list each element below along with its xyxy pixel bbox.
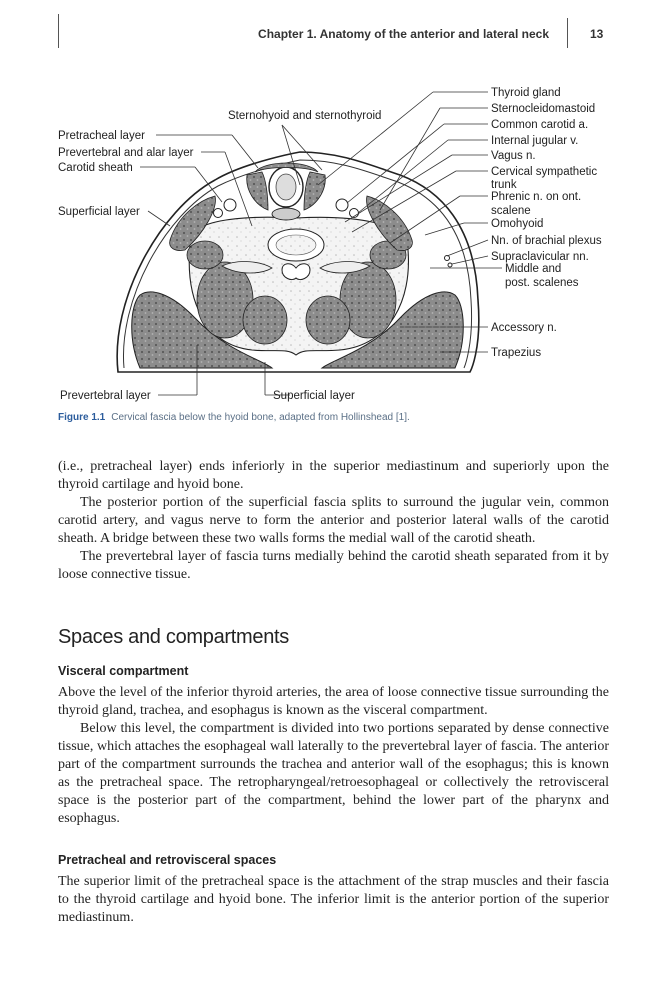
scalene-left bbox=[187, 241, 223, 269]
paragraph-1: (i.e., pretracheal layer) ends inferiorly in the superior mediastinum and superiorly upon the thyroid cartilage and hyoid bone. bbox=[58, 459, 609, 492]
paragraph-4: Above the level of the inferior thyroid arteries, the area of loose connective tissue surrounding the thyroid gland, trachea, and esophagus is known as the visceral compartment. bbox=[58, 685, 609, 718]
label-phrenic-1: Phrenic n. on ont. bbox=[491, 191, 582, 203]
label-phrenic-2: scalene bbox=[491, 205, 531, 217]
subheading-pretracheal: Pretracheal and retrovisceral spaces bbox=[58, 853, 277, 867]
label-omohyoid: Omohyoid bbox=[491, 218, 544, 230]
page-number: 13 bbox=[590, 27, 604, 41]
label-carotid-sheath: Carotid sheath bbox=[58, 162, 133, 174]
carotid-artery-left bbox=[224, 199, 236, 211]
supraclavicular-nerve bbox=[448, 263, 452, 267]
running-header-title: Chapter 1. Anatomy of the anterior and lateral neck bbox=[258, 27, 549, 41]
vertebral-body-inner bbox=[276, 235, 316, 255]
label-thyroid: Thyroid gland bbox=[491, 87, 561, 99]
jugular-vein-left bbox=[214, 209, 223, 218]
paragraph-2: The posterior portion of the superficial fascia splits to surround the jugular vein, common carotid artery, and vagus nerve to form the anterior and posterior lateral walls of the carotid sheath. A bridge between these two walls forms the medial wall of the carotid sheath. bbox=[58, 495, 609, 546]
label-superficial-bottom: Superficial layer bbox=[273, 390, 355, 402]
label-scm: Sternocleidomastoid bbox=[491, 103, 596, 115]
label-sternohyoid: Sternohyoid and sternothyroid bbox=[228, 110, 382, 122]
label-prevertebral-bottom: Prevertebral layer bbox=[60, 390, 151, 402]
section-heading: Spaces and compartments bbox=[58, 626, 290, 648]
label-supraclavicular: Supraclavicular nn. bbox=[491, 251, 589, 263]
label-brachial: Nn. of brachial plexus bbox=[491, 235, 602, 247]
cervical-fascia-diagram bbox=[0, 80, 666, 405]
label-vagus: Vagus n. bbox=[491, 150, 536, 162]
trachea-lumen bbox=[276, 174, 296, 200]
header-left-rule bbox=[58, 14, 59, 48]
brachial-plexus-nerve bbox=[445, 256, 450, 261]
label-accessory: Accessory n. bbox=[491, 322, 557, 334]
paragraph-5: Below this level, the compartment is divided into two portions separated by dense connective tissue, which attaches the esophageal wall laterally to the prevertebral layer of fascia. The anterior part of the compartment surrounds the trachea and anterior wall of the esophagus; this is known as the pretracheal space. The retropharyngeal/retroesophageal or collectively the retrovisceral space is the posterior part of the compartment, behind the lower part of the pharynx and esophagus. bbox=[58, 721, 609, 826]
paragraph-3: The prevertebral layer of fascia turns medially behind the carotid sheath separated from it by loose connective tissue. bbox=[58, 549, 609, 582]
label-cervical-symp-1: Cervical sympathetic bbox=[491, 166, 598, 178]
label-common-carotid: Common carotid a. bbox=[491, 119, 589, 131]
figure-caption-text: Cervical fascia below the hyoid bone, adapted from Hollinshead [1]. bbox=[111, 412, 410, 423]
label-scalenes-2: post. scalenes bbox=[505, 277, 579, 289]
label-scalenes-1: Middle and bbox=[505, 263, 562, 275]
label-superficial-left: Superficial layer bbox=[58, 206, 140, 218]
body-text-top bbox=[58, 458, 609, 584]
deep-muscle-r2 bbox=[306, 296, 350, 344]
label-trapezius: Trapezius bbox=[491, 347, 542, 359]
carotid-artery-right bbox=[336, 199, 348, 211]
label-cervical-symp-2: trunk bbox=[491, 179, 517, 191]
body-text-pretracheal bbox=[58, 873, 609, 927]
figure-caption-label: Figure 1.1 bbox=[58, 412, 106, 423]
subheading-visceral: Visceral compartment bbox=[58, 664, 189, 678]
label-pretracheal: Pretracheal layer bbox=[58, 130, 145, 142]
paragraph-6: The superior limit of the pretracheal space is the attachment of the strap muscles and their fascia to the thyroid cartilage and hyoid bone. The inferior limit is the anterior portion of the superior mediastinum. bbox=[58, 874, 609, 925]
esophagus bbox=[272, 208, 300, 220]
label-prevertebral-alar: Prevertebral and alar layer bbox=[58, 147, 194, 159]
deep-muscle-l2 bbox=[243, 296, 287, 344]
body-text-visceral bbox=[58, 684, 609, 828]
label-internal-jugular: Internal jugular v. bbox=[491, 135, 579, 147]
header-right-rule bbox=[567, 18, 568, 48]
figure-caption bbox=[58, 412, 410, 423]
